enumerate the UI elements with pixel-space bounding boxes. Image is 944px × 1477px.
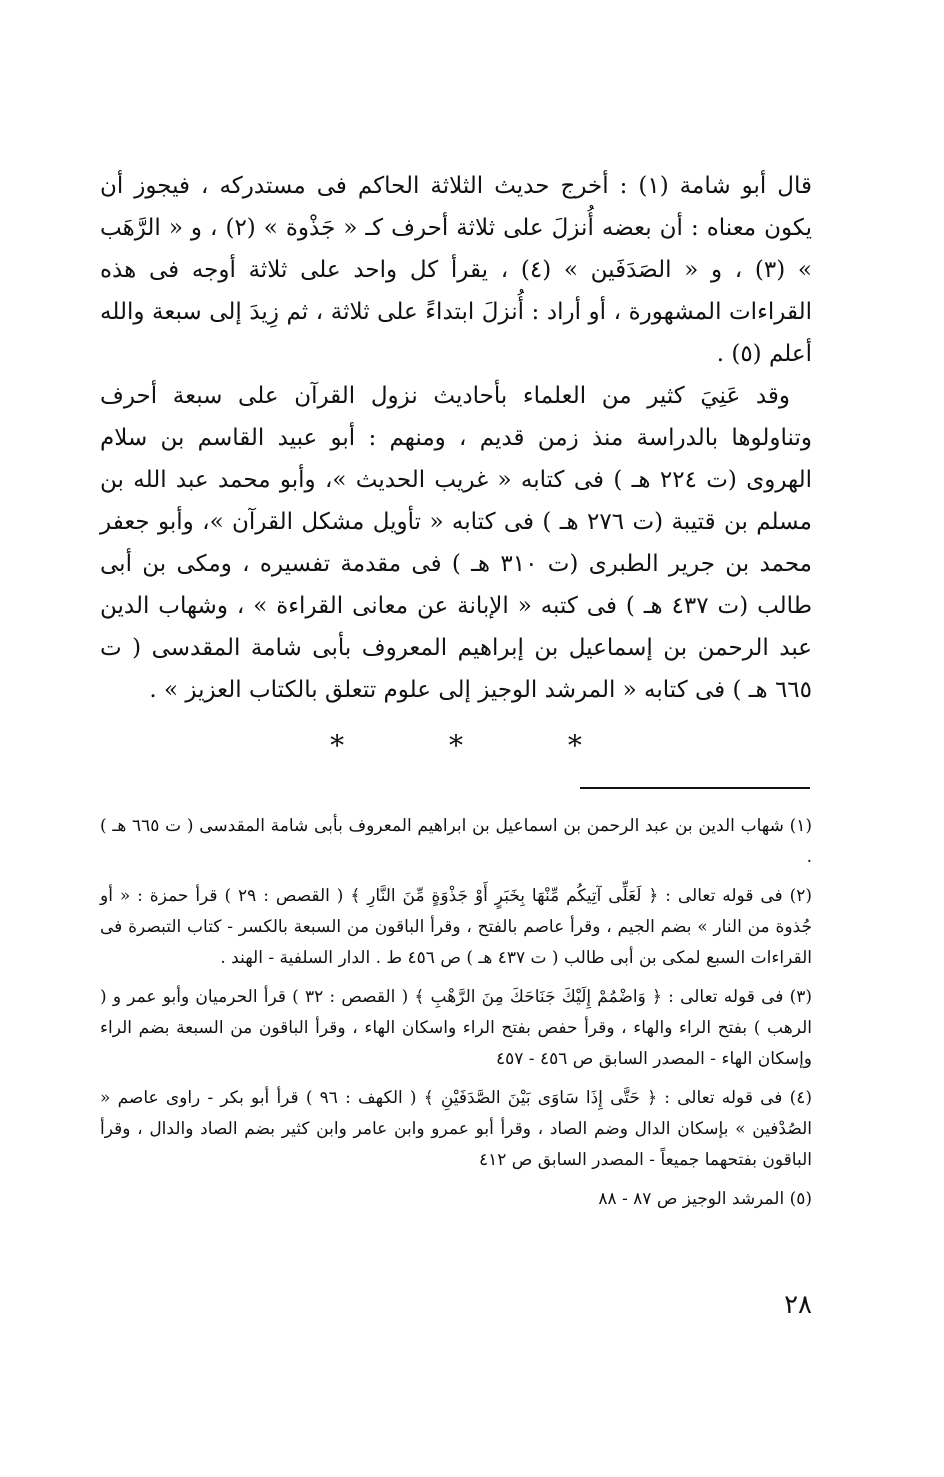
paragraph-2: وقد عَنِيَ كثير من العلماء بأحاديث نزول القرآن على سبعة أحرف وتناولوها بالدراسة منذ زمن قديم ، ومنهم : أبو عبيد القاسم بن سلام الهروى (ت ٢٢٤ هـ ) فى كتابه « غريب الحديث »، وأبو محمد عبد الله بن مسلم بن قتيبة (ت ٢٧٦ هـ ) فى كتابه « تأويل مشكل القرآن »، وأبو جعفر محمد بن جرير الطبرى (ت ٣١٠ هـ ) فى مقدمة تفسيره ، ومكى بن أبى طالب (ت ٤٣٧ هـ ) فى كتبه « الإبانة عن معانى القراءة » ، وشهاب الدين عبد الرحمن بن إسماعيل بن إبراهيم المعروف بأبى شامة المقدسى ( ت ٦٦٥ هـ ) فى كتابه « المرشد الوجيز إلى علوم تتعلق بالكتاب العزيز » . xyxy=(100,383,813,703)
page-number: ٢٨ xyxy=(784,1290,812,1320)
footnote-divider xyxy=(100,787,812,789)
footnote-4: (٤) فى قوله تعالى : ﴿ حَتَّى إِذَا سَاوَى بَيْنَ الصَّدَفَيْنِ ﴾ ( الكهف : ٩٦ ) قرأ أبو بكر - راوى عاصم « الصُدْفين » بإسكان الدال وضم الصاد ، وقرأ أبو عمرو وابن عامر وابن كثير بضم الصاد والدال ، وقرأ الباقون بفتحهما جميعاً - المصدر السابق ص ٤١٢ xyxy=(100,1088,812,1170)
footnote-2: (٢) فى قوله تعالى : ﴿ لَعَلِّى آتِيكُم مِّنْهَا بِخَبَرٍ أَوْ جَذْوَةٍ مِّنَ النَّارِ ﴾ ( القصص : ٢٩ ) قرأ حمزة : « أو جُذوة من النار » بضم الجيم ، وقرأ عاصم بالفتح ، وقرأ الباقون من السبعة بالكسر - كتاب التبصرة فى القراءات السبع لمكى بن أبى طالب ( ت ٤٣٧ هـ ) ص ٤٥٦ ط . الدار السلفية - الهند . xyxy=(100,886,812,968)
footnote-3: (٣) فى قوله تعالى : ﴿ وَاضْمُمْ إِلَيْكَ جَنَاحَكَ مِنَ الرَّهْبِ ﴾ ( القصص : ٣٢ ) قرأ الحرميان وأبو عمر و ( الرهب ) بفتح الراء والهاء ، وقرأ حفص بفتح الراء واسكان الهاء ، وقرأ الباقون من السبعة بضم الراء وإسكان الهاء - المصدر السابق ص ٤٥٦ - ٤٥٧ xyxy=(100,987,812,1069)
section-separator: * * * xyxy=(330,729,630,762)
footnotes xyxy=(100,811,812,1215)
footnote-1: (١) شهاب الدين بن عبد الرحمن بن اسماعيل بن ابراهيم المعروف بأبى شامة المقدسى ( ت ٦٦٥ هـ ) . xyxy=(100,816,812,867)
footnote-5: (٥) المرشد الوجيز ص ٨٧ - ٨٨ xyxy=(598,1189,812,1209)
paragraph-1: قال أبو شامة (١) : أخرج حديث الثلاثة الحاكم فى مستدركه ، فيجوز أن يكون معناه : أن بعضه أُنزلَ على ثلاثة أحرف كـ « جَذْوة » (٢) ، و « الرَّهَب » (٣) ، و « الصَدَفَين » (٤) ، يقرأ كل واحد على ثلاثة أوجه فى هذه القراءات المشهورة ، أو أراد : أُنزلَ ابتداءً على ثلاثة ، ثم زِيدَ إلى سبعة والله أعلم (٥) . xyxy=(100,173,813,367)
main-text xyxy=(100,165,812,711)
